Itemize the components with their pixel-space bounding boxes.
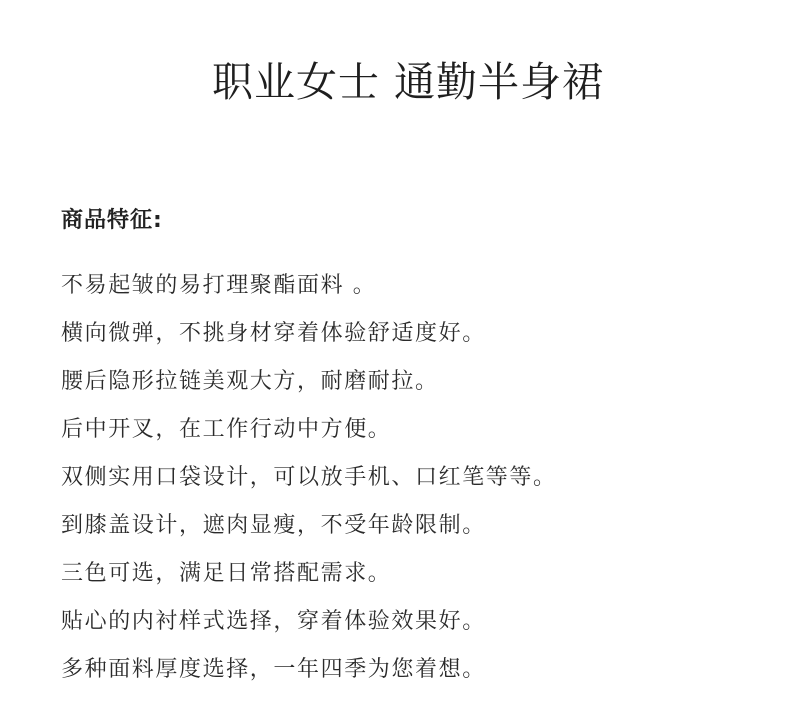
features-label: 商品特征: [61, 208, 163, 233]
feature-item: 后中开叉，在工作行动中方便。 [61, 417, 392, 442]
feature-item: 多种面料厚度选择，一年四季为您着想。 [61, 657, 486, 682]
feature-item: 双侧实用口袋设计，可以放手机、口红笔等等。 [61, 465, 557, 490]
feature-item: 三色可选，满足日常搭配需求。 [61, 561, 392, 586]
feature-item: 不易起皱的易打理聚酯面料 。 [61, 273, 377, 298]
feature-list [61, 262, 557, 694]
feature-item: 到膝盖设计，遮肉显瘦，不受年龄限制。 [61, 513, 486, 538]
feature-item: 贴心的内衬样式选择，穿着体验效果好。 [61, 609, 486, 634]
feature-item: 腰后隐形拉链美观大方，耐磨耐拉。 [61, 369, 439, 394]
feature-item: 横向微弹，不挑身材穿着体验舒适度好。 [61, 321, 486, 346]
product-title: 职业女士 通勤半身裙 [211, 58, 605, 106]
